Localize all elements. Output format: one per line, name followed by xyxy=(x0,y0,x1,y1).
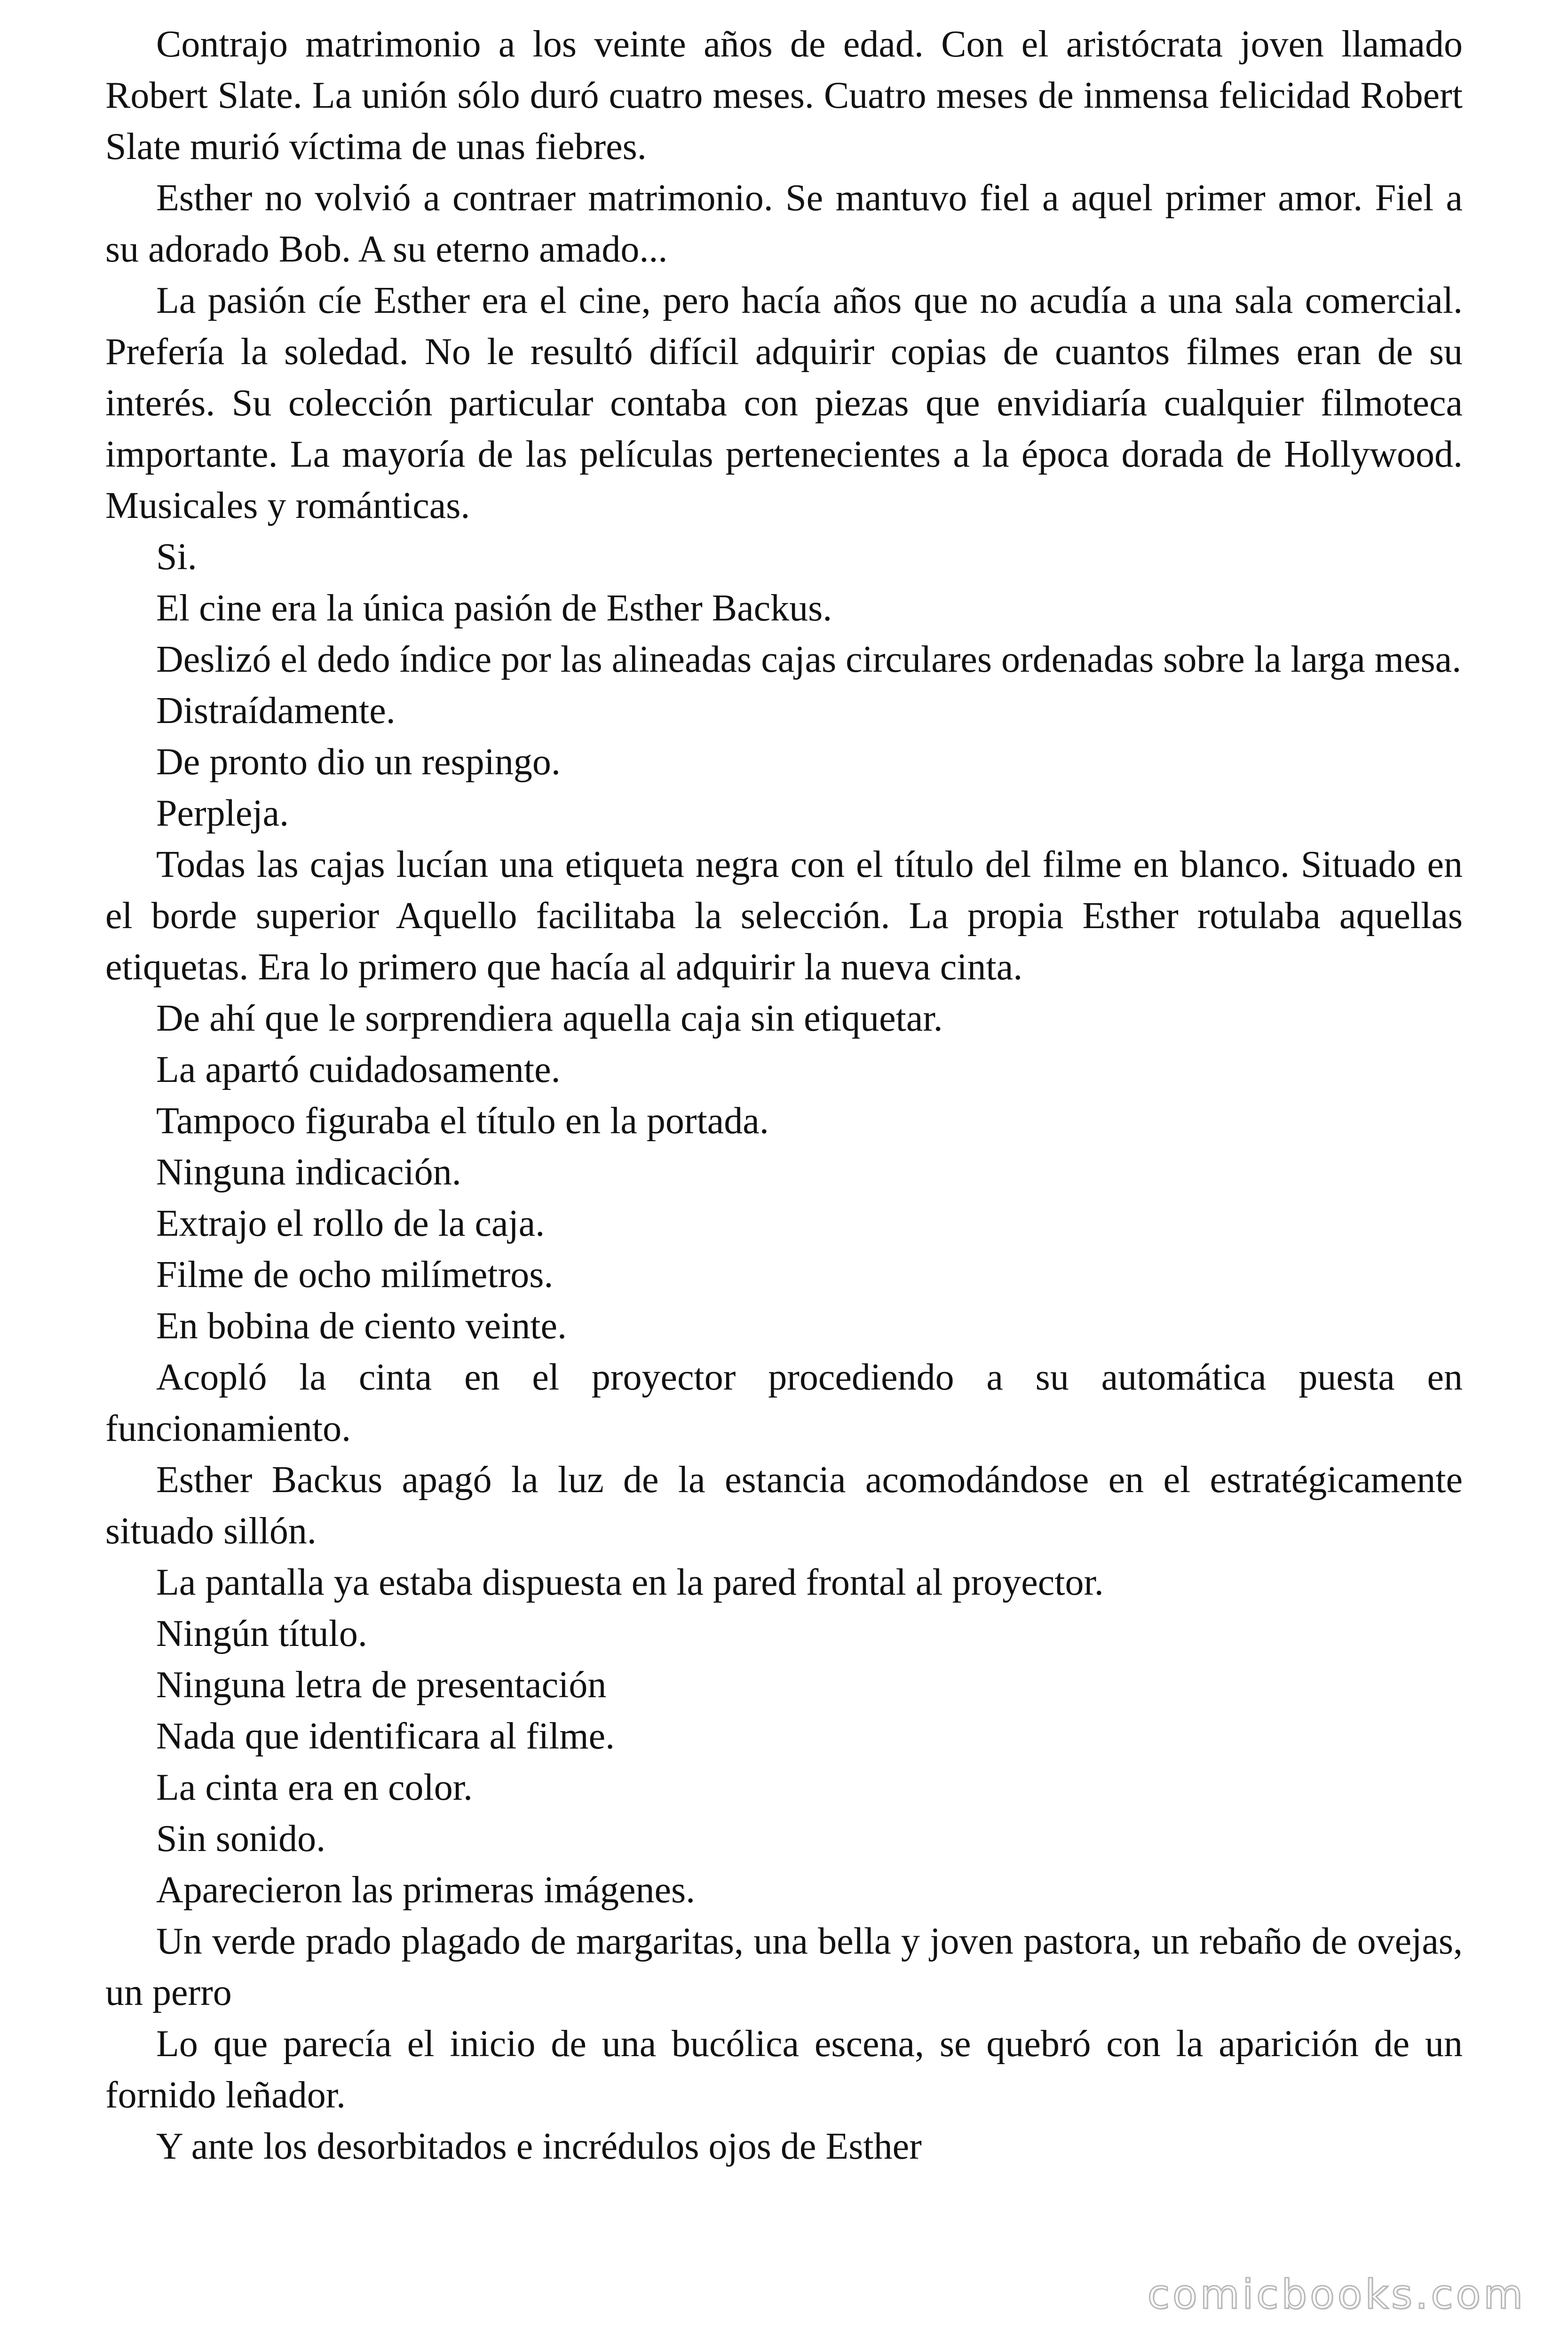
paragraph: Ninguna indicación. xyxy=(156,1152,461,1193)
paragraph: Perpleja. xyxy=(156,793,289,834)
paragraph: Esther no volvió a contraer matrimonio. Se mantuvo fiel a aquel primer amor. Fiel a su adorado Bob. A su eterno amado... xyxy=(105,177,1463,270)
paragraph: La cinta era en color. xyxy=(156,1767,473,1808)
paragraph: El cine era la única pasión de Esther Backus. xyxy=(156,588,832,629)
paragraph: Ninguna letra de presentación xyxy=(156,1664,607,1706)
paragraph: Lo que parecía el inicio de una bucólica escena, se quebró con la aparición de un fornido leñador. xyxy=(105,2023,1463,2116)
paragraph: Todas las cajas lucían una etiqueta negra con el título del filme en blanco. Situado en el borde superior Aquello facilitaba la selección. La propia Esther rotulaba aquellas etiquetas. Era lo primero que hacía al adquirir la nueva cinta. xyxy=(105,844,1463,988)
watermark-logo: comicbooks.com xyxy=(1147,2271,1526,2318)
paragraph: La pantalla ya estaba dispuesta en la pared frontal al proyector. xyxy=(156,1562,1104,1603)
paragraph: Filme de ocho milímetros. xyxy=(156,1254,554,1295)
paragraph: Distraídamente. xyxy=(156,690,396,731)
paragraph: Sin sonido. xyxy=(156,1818,326,1859)
paragraph: Nada que identificara al filme. xyxy=(156,1716,615,1757)
paragraph: Extrajo el rollo de la caja. xyxy=(156,1203,545,1244)
paragraph: Un verde prado plagado de margaritas, una bella y joven pastora, un rebaño de ovejas, un perro xyxy=(105,1921,1463,2013)
paragraph: Tampoco figuraba el título en la portada. xyxy=(156,1100,769,1142)
paragraph: Y ante los desorbitados e incrédulos ojos de Esther xyxy=(156,2126,922,2167)
paragraph: La pasión cíe Esther era el cine, pero hacía años que no acudía a una sala comercial. Prefería la soledad. No le resultó difícil adquirir copias de cuantos filmes eran de su interés. Su colección particular contaba con piezas que envidiaría cualquier filmoteca importante. La mayoría de las películas pertenecientes a la época dorada de Hollywood. Musicales y románticas. xyxy=(105,280,1463,526)
paragraph: La apartó cuidadosamente. xyxy=(156,1049,561,1090)
paragraph: De ahí que le sorprendiera aquella caja sin etiquetar. xyxy=(156,998,943,1039)
paragraph: Contrajo matrimonio a los veinte años de edad. Con el aristócrata joven llamado Robert Slate. La unión sólo duró cuatro meses. Cuatro meses de inmensa felicidad Robert Slate murió víctima de unas fiebres. xyxy=(105,24,1463,167)
paragraph: Ningún título. xyxy=(156,1613,367,1654)
paragraph: Esther Backus apagó la luz de la estancia acomodándose en el estratégicamente situado sillón. xyxy=(105,1459,1463,1552)
paragraph: Si. xyxy=(156,536,197,578)
paragraph: Aparecieron las primeras imágenes. xyxy=(156,1869,696,1911)
paragraph: Deslizó el dedo índice por las alineadas cajas circulares ordenadas sobre la larga mesa. xyxy=(156,639,1462,680)
paragraph: Acopló la cinta en el proyector procediendo a su automática puesta en funcionamiento. xyxy=(105,1357,1463,1449)
paragraph: En bobina de ciento veinte. xyxy=(156,1305,567,1347)
body-text xyxy=(105,19,1463,2172)
paragraph: De pronto dio un respingo. xyxy=(156,741,561,783)
